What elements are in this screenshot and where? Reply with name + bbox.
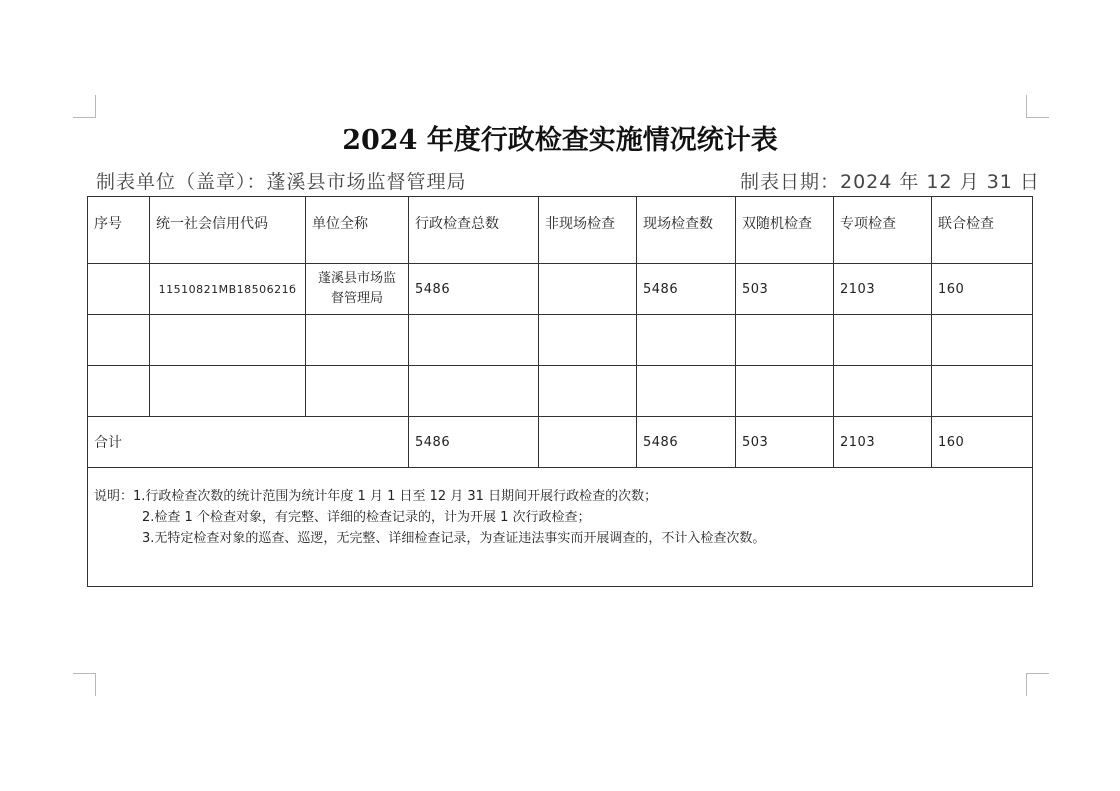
table-cell: [150, 366, 306, 417]
table-cell: [88, 366, 150, 417]
header-cell: 行政检查总数: [409, 197, 539, 264]
table-cell: [306, 366, 409, 417]
table-cell: 5486: [637, 264, 736, 315]
table-cell: [932, 366, 1033, 417]
crop-mark-top-left: [73, 95, 96, 118]
credit-code-cell: 11510821MB1850621б: [150, 264, 306, 315]
note-line-1: 说明：1.行政检查次数的统计范围为统计年度 1 月 1 日至 12 月 31 日期间开展行政检查的次数；: [94, 489, 658, 504]
table-cell: 5486: [409, 264, 539, 315]
table-cell: [306, 315, 409, 366]
statistics-table: [87, 196, 1033, 587]
note-line-2: 2.检查 1 个检查对象，有完整、详细的检查记录的，计为开展 1 次行政检查；: [142, 510, 591, 525]
table-cell: [88, 264, 150, 315]
table-cell: [539, 315, 637, 366]
issue-date: 制表日期：2024 年 12 月 31 日: [740, 171, 1040, 193]
table-cell: [637, 366, 736, 417]
total-row: [88, 417, 1033, 468]
total-cell: 5486: [637, 417, 736, 468]
table-row: [88, 264, 1033, 315]
table-cell: [736, 366, 834, 417]
table-cell: [539, 264, 637, 315]
table-row: [88, 366, 1033, 417]
crop-mark-bottom-left: [73, 673, 96, 696]
header-cell: 单位全称: [306, 197, 409, 264]
total-label: 合计: [88, 417, 409, 468]
table-cell: [736, 315, 834, 366]
total-cell: 160: [932, 417, 1033, 468]
note-line-3: 3.无特定检查对象的巡查、巡逻，无完整、详细检查记录，为查证违法事实而开展调查的，不计入检查次数。: [142, 531, 766, 546]
issuing-unit: 制表单位（盖章）：蓬溪县市场监督管理局: [96, 171, 467, 193]
header-cell: 序号: [88, 197, 150, 264]
crop-mark-bottom-right: [1026, 673, 1049, 696]
table-cell: [88, 315, 150, 366]
table-cell: 503: [736, 264, 834, 315]
header-cell: 双随机检查: [736, 197, 834, 264]
table-cell: [409, 315, 539, 366]
header-cell: 现场检查数: [637, 197, 736, 264]
header-cell: 专项检查: [834, 197, 932, 264]
table-cell: [834, 366, 932, 417]
header-cell: 联合检查: [932, 197, 1033, 264]
unit-name-cell: 蓬溪县市场监督管理局: [306, 264, 409, 315]
table-header-row: [88, 197, 1033, 264]
table-cell: [150, 315, 306, 366]
table-cell: [539, 366, 637, 417]
page-title: 2024 年度行政检查实施情况统计表: [342, 125, 778, 156]
table-row: [88, 315, 1033, 366]
table-cell: [932, 315, 1033, 366]
table-cell: [409, 366, 539, 417]
table-cell: 2103: [834, 264, 932, 315]
crop-mark-top-right: [1026, 95, 1049, 118]
table-cell: 160: [932, 264, 1033, 315]
total-cell: 2103: [834, 417, 932, 468]
table-cell: [834, 315, 932, 366]
notes-cell: [88, 468, 1033, 587]
header-cell: 非现场检查: [539, 197, 637, 264]
total-cell: [539, 417, 637, 468]
header-cell: 统一社会信用代码: [150, 197, 306, 264]
total-cell: 5486: [409, 417, 539, 468]
notes-row: [88, 468, 1033, 587]
total-cell: 503: [736, 417, 834, 468]
table-cell: [637, 315, 736, 366]
